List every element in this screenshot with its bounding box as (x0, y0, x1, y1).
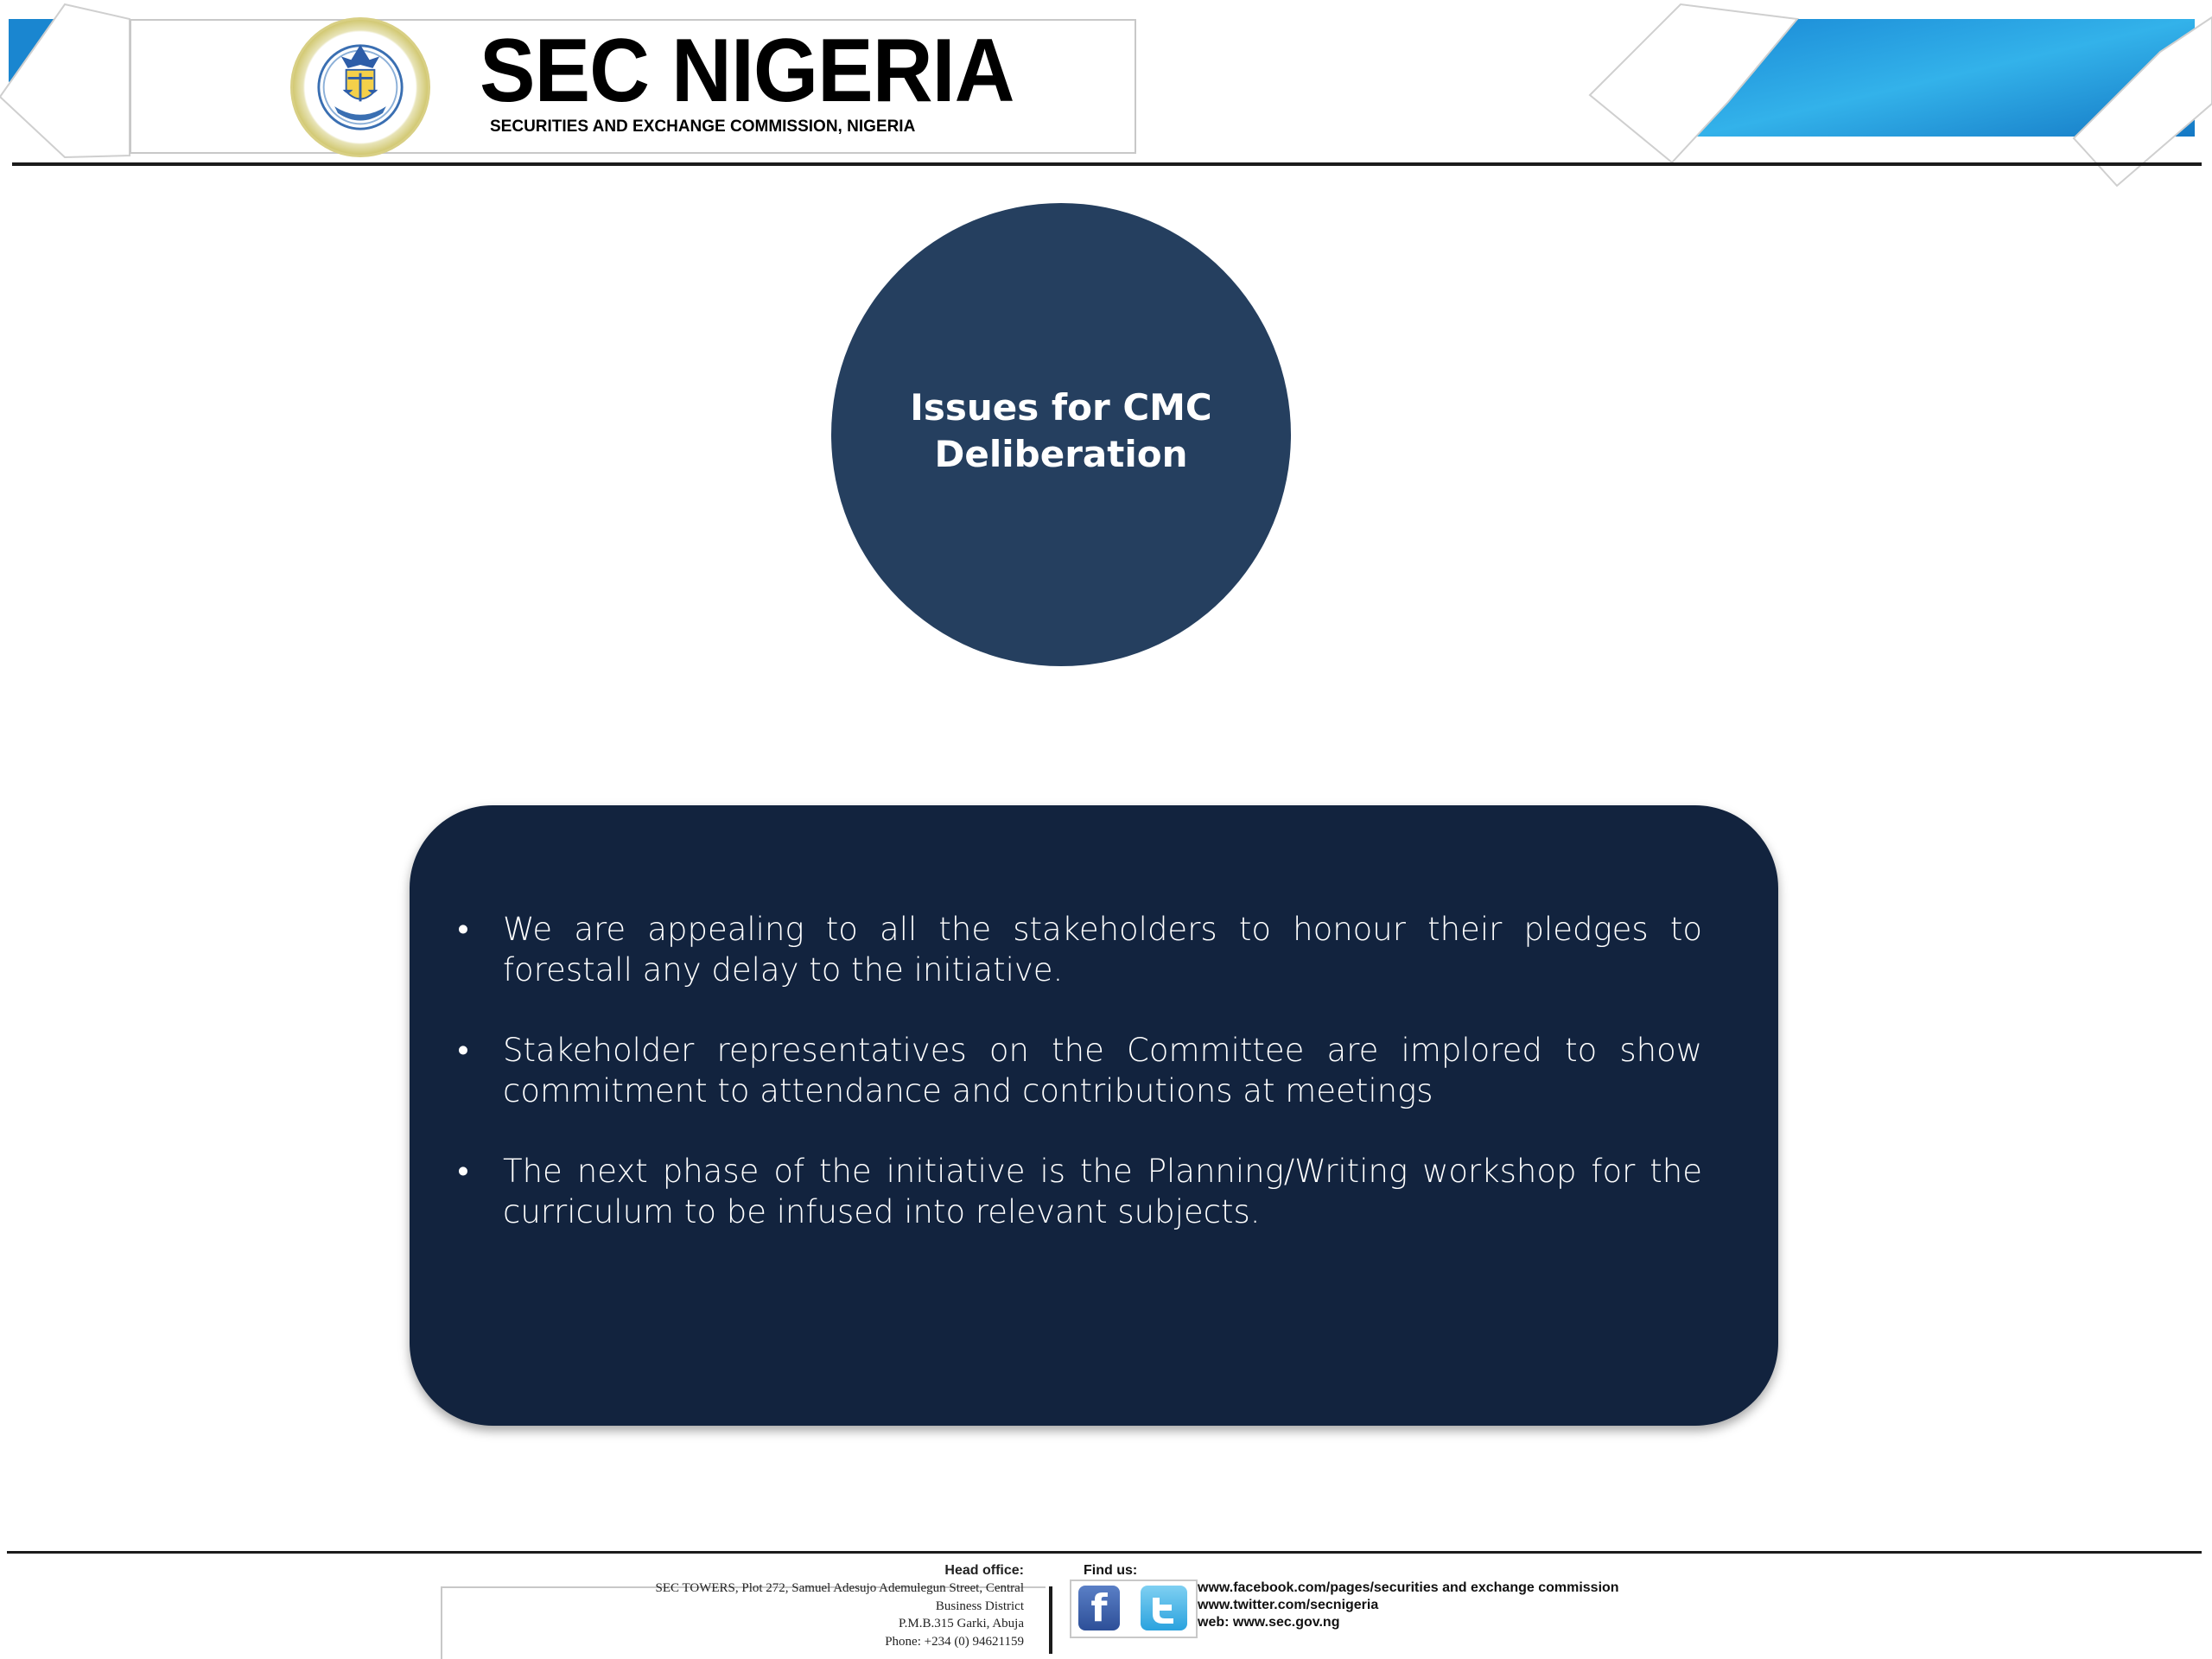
facebook-icon[interactable]: f (1078, 1586, 1120, 1630)
bullet-text: The next phase of the initiative is the Planning/Writing workshop for the curriculum to be infused into relevant subjects. (503, 1153, 1702, 1230)
slide-header (0, 0, 2212, 173)
bullet-item (454, 1151, 1702, 1232)
section-circle (831, 203, 1291, 666)
bullet-text: Stakeholder representatives on the Committee are implored to show commitment to attendance and contributions at meetings (503, 1032, 1702, 1109)
bullet-marker: • (457, 911, 469, 948)
bullet-marker: • (457, 1153, 469, 1190)
head-office-heading: Head office: (944, 1563, 1024, 1578)
website-link[interactable]: web: www.sec.gov.ng (1198, 1615, 1340, 1630)
find-us-label: Find us: (1084, 1563, 1138, 1578)
section-title-line1: Issues for CMC (910, 386, 1212, 429)
footer-divider (7, 1551, 2202, 1554)
brand-subtitle: SECURITIES AND EXCHANGE COMMISSION, NIGERIA (490, 118, 916, 136)
office-address-line: SEC TOWERS, Plot 272, Samuel Adesujo Ademulegun Street, Central (655, 1581, 1024, 1595)
bullet-marker: • (457, 1032, 469, 1069)
bullet-text: We are appealing to all the stakeholders to honour their pledges to forestall any delay to the initiative. (503, 911, 1702, 988)
twitter-icon[interactable] (1141, 1586, 1187, 1630)
sec-seal-icon (290, 17, 430, 157)
footer-separator (1049, 1586, 1052, 1654)
head-office-block (484, 1562, 1024, 1650)
office-address-line: P.M.B.315 Garki, Abuja (898, 1617, 1024, 1630)
section-title (897, 385, 1225, 478)
header-divider (12, 162, 2202, 166)
office-phone: Phone: +234 (0) 94621159 (885, 1634, 1024, 1649)
social-links (1198, 1580, 1619, 1631)
twitter-link[interactable]: www.twitter.com/secnigeria (1198, 1598, 1379, 1612)
office-address-line: Business District (935, 1599, 1024, 1613)
section-title-line2: Deliberation (934, 433, 1188, 475)
bullet-item (454, 909, 1702, 990)
brand-title: SEC NIGERIA (480, 21, 1014, 121)
bullet-item (454, 1030, 1702, 1111)
facebook-link[interactable]: www.facebook.com/pages/securities and exchange commission (1198, 1580, 1619, 1595)
content-panel (410, 805, 1778, 1426)
bullet-list (454, 909, 1702, 1272)
